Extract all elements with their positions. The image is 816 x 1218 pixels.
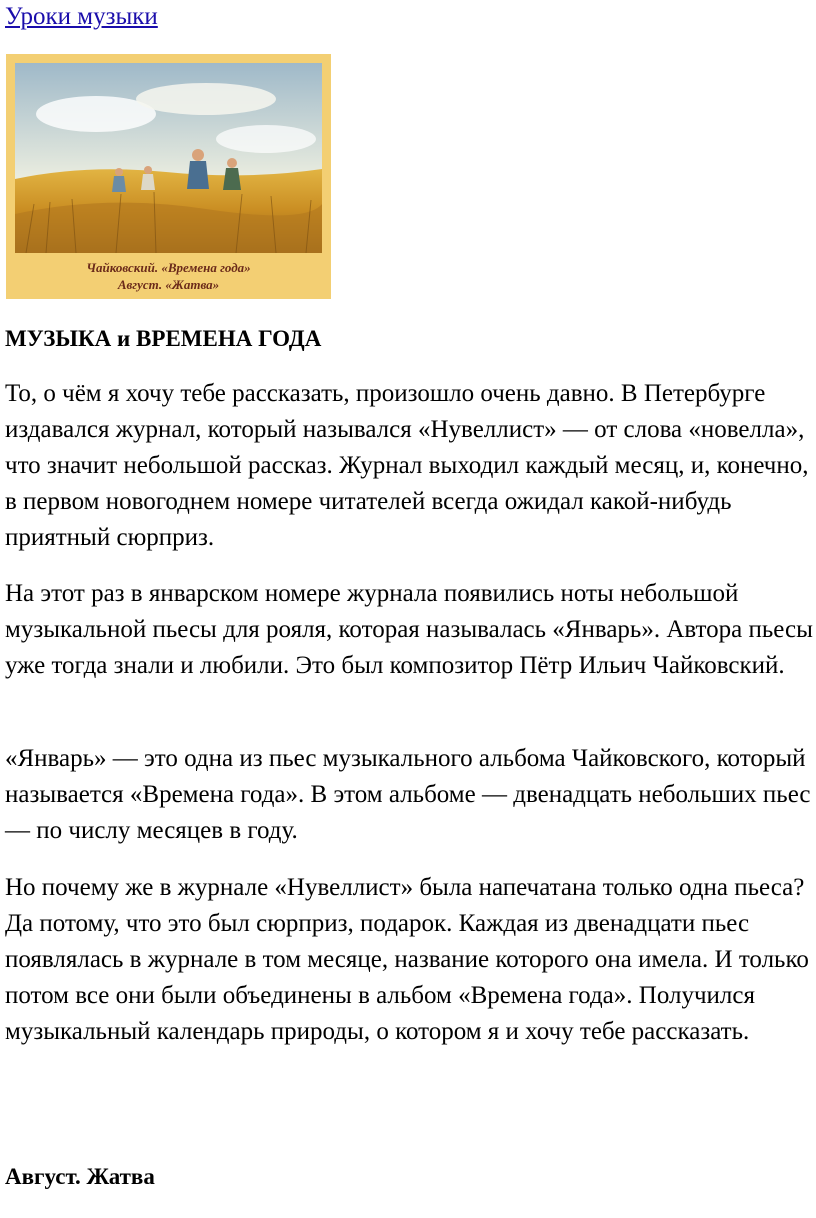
paragraph-4: Но почему же в журнале «Нувеллист» была напечатана только одна пьеса? Да потому, что это был сюрприз, подарок. Каждая из двенадцати пьес появлялась в журнале в том месяце, название которого она имела. И только потом все они были объединены в альбом «Времена года». Получился музыкальный календарь природы, о котором я и хочу тебе рассказать. bbox=[5, 874, 809, 1045]
section-subheading: Август. Жатва bbox=[5, 1164, 155, 1189]
paragraph-2: На этот раз в январском номере журнала появились ноты небольшой музыкальной пьесы для рояля, которая называлась «Январь». Автора пьесы уже тогда знали и любили. Это был композитор Пётр Ильич Чайковский. bbox=[5, 580, 813, 679]
painting-figure bbox=[6, 54, 331, 299]
paragraph-3: «Январь» — это одна из пьес музыкального альбома Чайковского, который называется «Времена года». В этом альбоме — двенадцать небольших пьес — по числу месяцев в году. bbox=[5, 745, 811, 844]
painting-caption-line1: Чайковский. «Времена года» bbox=[86, 260, 251, 275]
paragraph-1: То, о чём я хочу тебе рассказать, произошло очень давно. В Петербурге издавался журнал, который назывался «Нувеллист» — от слова «новелла», что значит небольшой рассказ. Журнал выходил каждый месяц, и, конечно, в первом новогоднем номере читателей всегда ожидал какой-нибудь приятный сюрприз. bbox=[5, 380, 809, 551]
lessons-link[interactable]: Уроки музыки bbox=[5, 3, 158, 30]
painting-caption-line2: Август. «Жатва» bbox=[117, 277, 220, 292]
article-title: МУЗЫКА и ВРЕМЕНА ГОДА bbox=[5, 326, 322, 351]
